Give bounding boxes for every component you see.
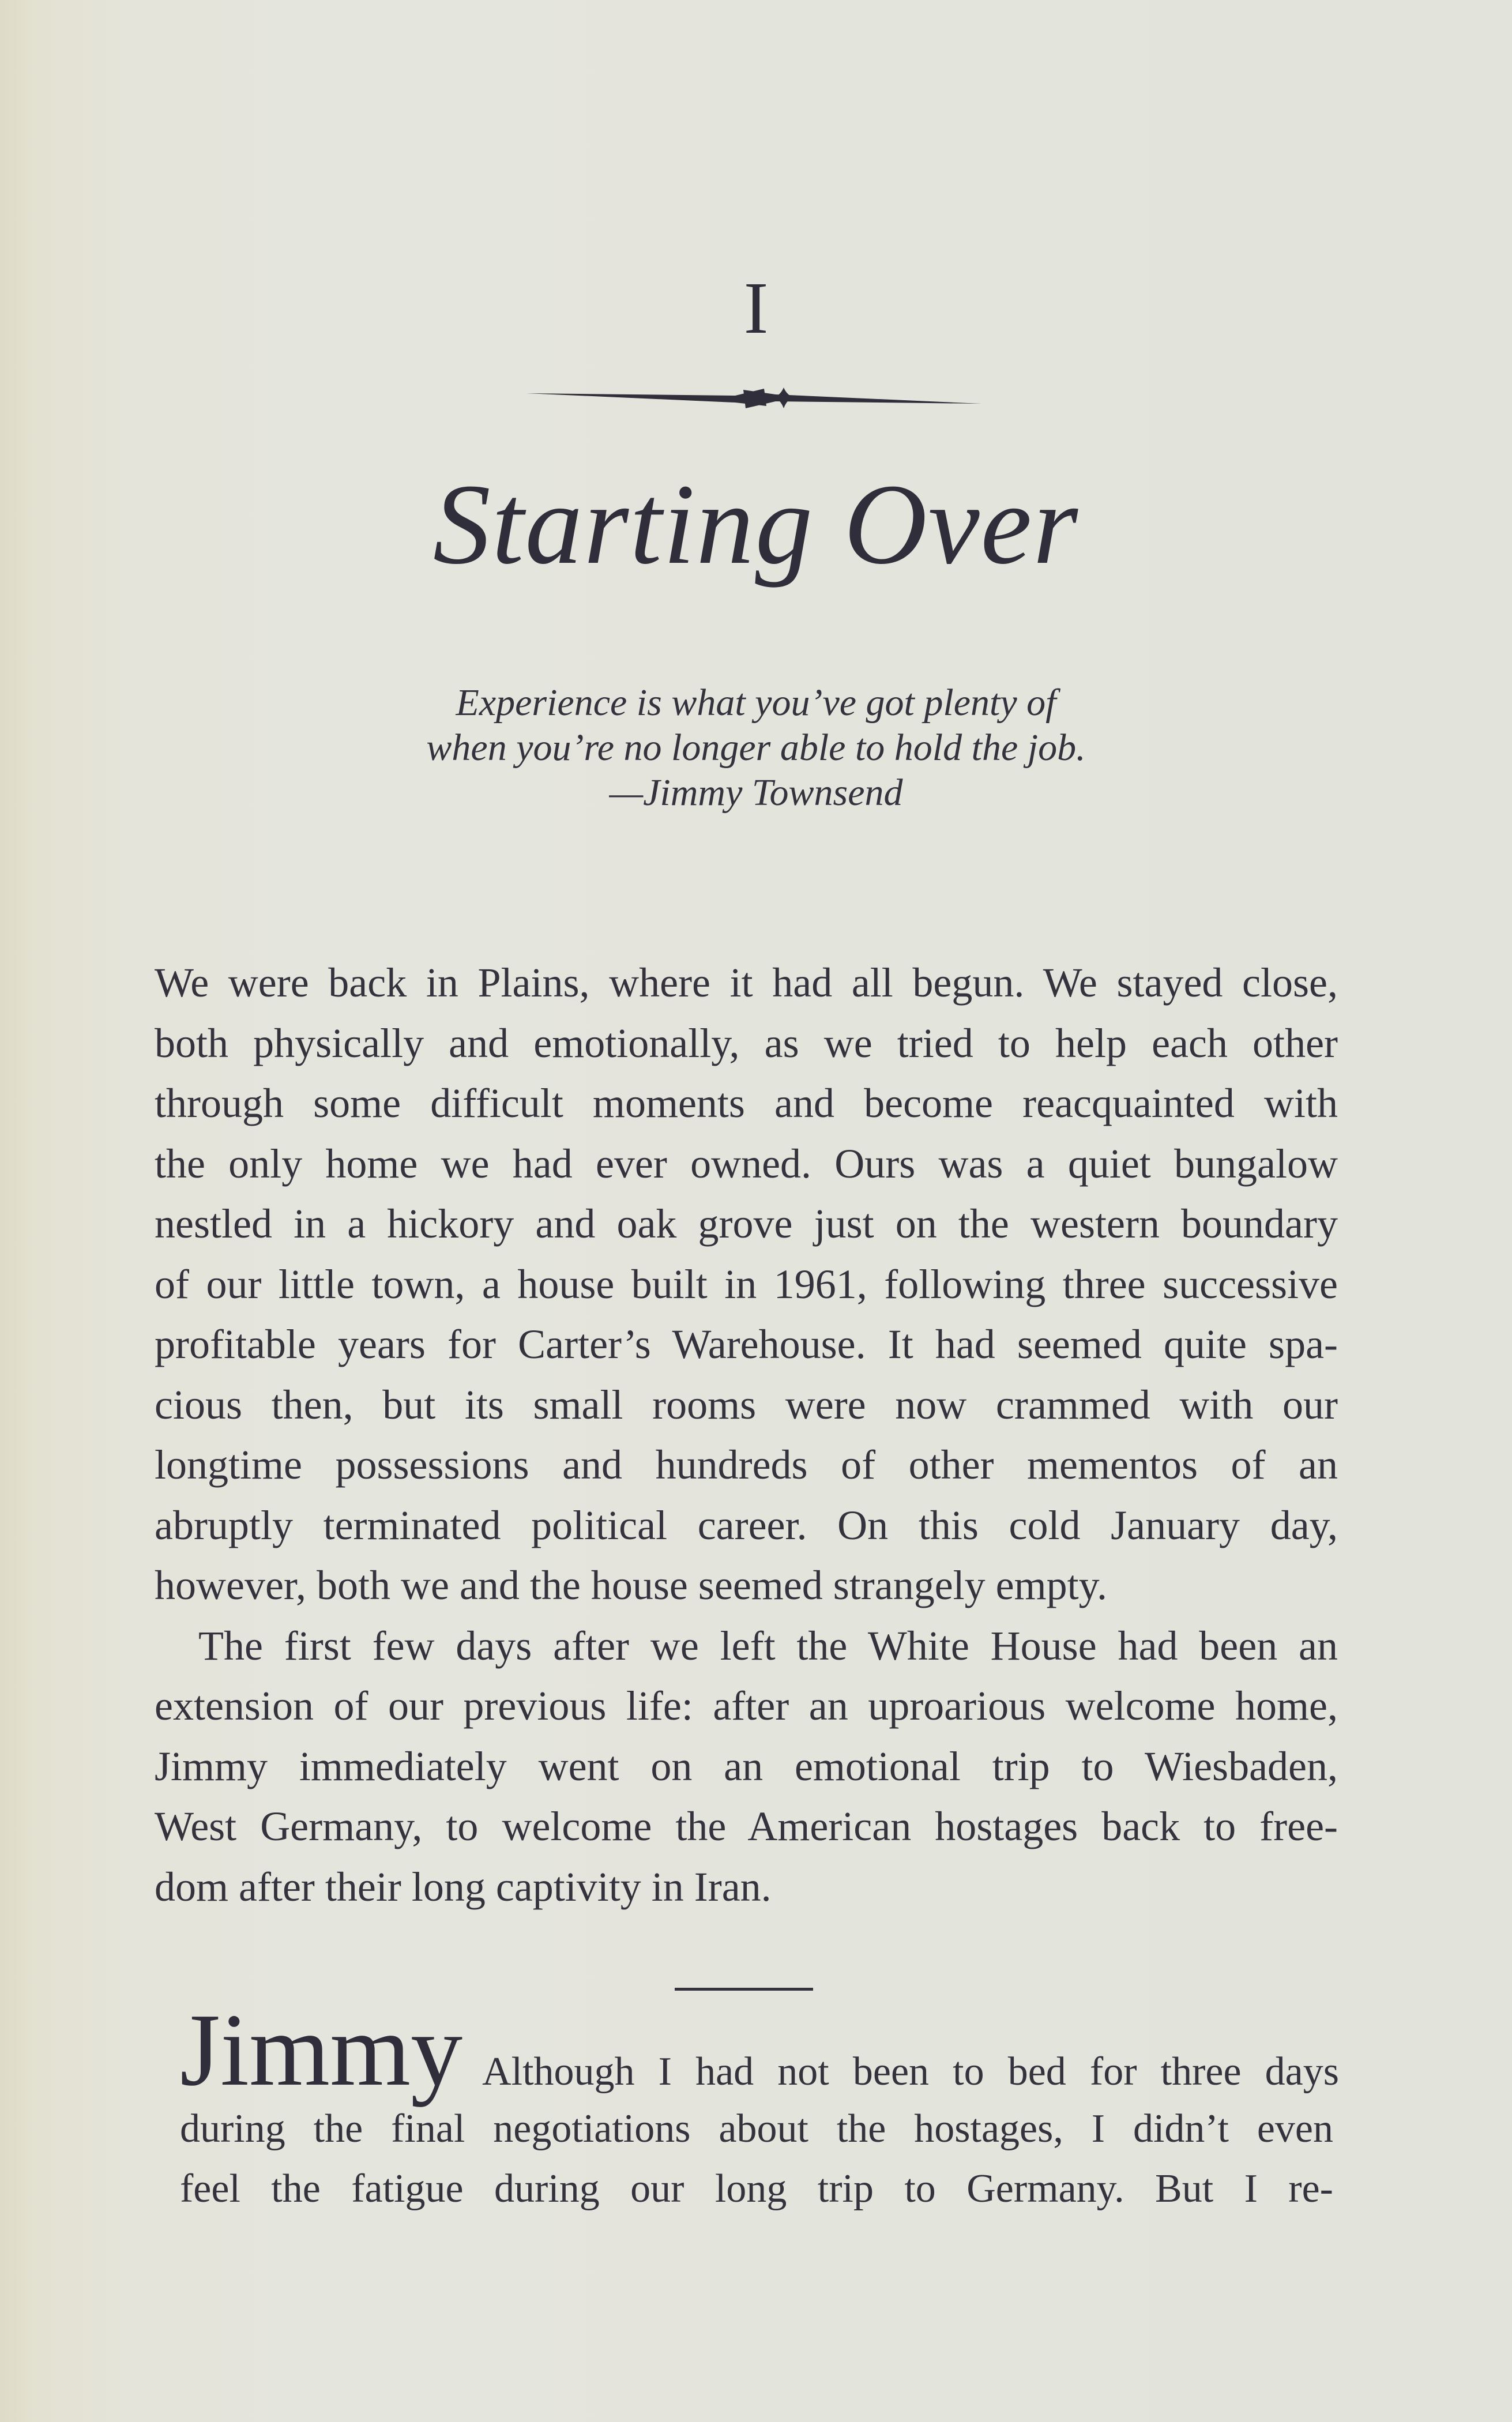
chapter-number: I: [743, 267, 769, 349]
text-line: cious then, but its small rooms were now crammed with our: [155, 1381, 1338, 1428]
text-line: of our little town, a house built in 1961, following three successive: [155, 1261, 1338, 1307]
chapter-title: Starting Over: [432, 461, 1080, 588]
epigraph: [0, 680, 1512, 815]
paragraph: [155, 953, 1338, 1616]
text-line: through some difficult moments and become reacquainted with: [155, 1080, 1338, 1126]
speaker-first-row: [180, 1992, 1339, 2107]
paragraph: [155, 1616, 1338, 1917]
ornament-left-spear: [526, 389, 766, 406]
body-text: [155, 953, 1338, 1917]
text-line: West Germany, to welcome the American hostages back to free-: [155, 1803, 1338, 1849]
text-line: extension of our previous life: after an uproarious welcome home,: [155, 1683, 1338, 1729]
flourish-divider-icon: [522, 385, 986, 411]
text-line: We were back in Plains, where it had all begun. We stayed close,: [155, 960, 1338, 1006]
text-line: Although I had not been to bed for three days: [482, 2049, 1339, 2094]
text-line: nestled in a hickory and oak grove just on the western boundary: [155, 1201, 1338, 1247]
text-line: during the final negotiations about the hostages, I didn’t even: [180, 2107, 1333, 2151]
text-line: The first few days after we left the White House had been an: [198, 1622, 1338, 1669]
text-line: feel the fatigue during our long trip to Germany. But I re-: [180, 2167, 1333, 2211]
text-line: profitable years for Carter’s Warehouse. It had seemed quite spa-: [155, 1321, 1338, 1367]
epigraph-line: when you’re no longer able to hold the job.: [426, 727, 1086, 769]
epigraph-attribution: —Jimmy Townsend: [609, 772, 903, 814]
section-break-rule: [675, 1988, 813, 1991]
text-line: dom after their long captivity in Iran.: [155, 1863, 772, 1910]
text-line: both physically and emotionally, as we tried to help each other: [155, 1020, 1338, 1066]
text-line: the only home we had ever owned. Ours was a quiet bungalow: [155, 1140, 1338, 1187]
speaker-name: Jimmy: [180, 1992, 463, 2107]
text-line: abruptly terminated political career. On this cold January day,: [155, 1502, 1338, 1548]
epigraph-line: Experience is what you’ve got plenty of: [456, 682, 1056, 724]
speaker-section: [180, 1992, 1339, 2219]
text-line: longtime possessions and hundreds of other mementos of an: [155, 1442, 1338, 1488]
text-line: Jimmy immediately went on an emotional trip to Wiesbaden,: [155, 1743, 1338, 1789]
text-line: however, both we and the house seemed strangely empty.: [155, 1562, 1107, 1608]
ornament-center-diamond: [773, 388, 794, 408]
